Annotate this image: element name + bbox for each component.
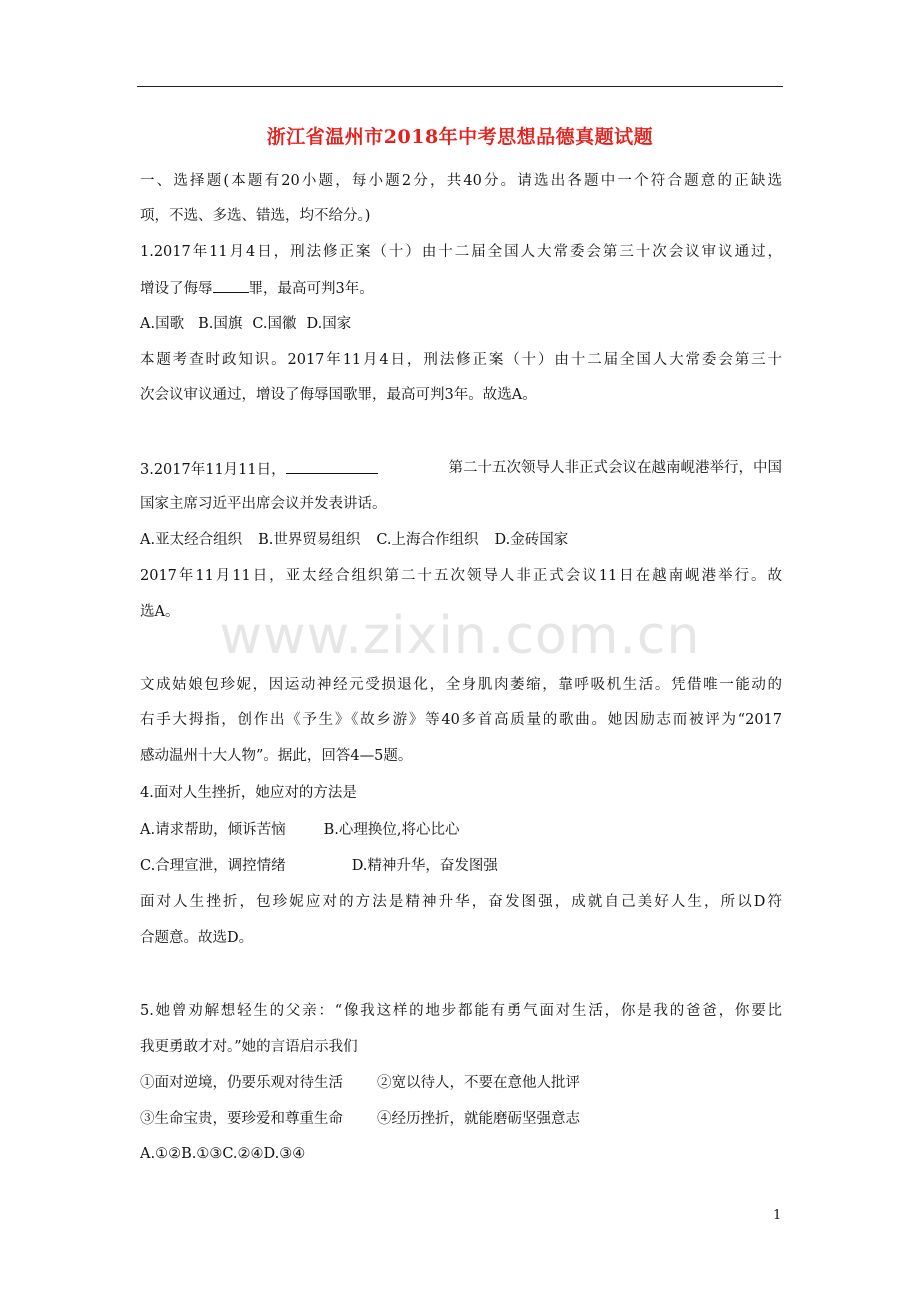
q3-answer-line1: 2017年11月11日，亚太经合组织第二十五次领导人非正式会议11日在越南岘港举行。故 [140, 568, 782, 584]
q5-stem-line1: 5.她曾劝解想轻生的父亲：“像我这样的地步都能有勇气面对生活，你是我的爸爸，你要比 [140, 1003, 782, 1019]
q5-stem-line2: 我更勇敢才对。”她的言语启示我们 [140, 1039, 358, 1055]
q1-option-b: B.国旗 [198, 316, 243, 332]
q4-option-a: A.请求帮助，倾诉苦恼 [140, 822, 286, 838]
document-title: 浙江省温州市2018年中考思想品德真题试题 [266, 126, 654, 148]
q1-stem-line1: 1.2017年11月4日，刑法修正案（十）由十二届全国人大常委会第三十次会议审议通过， [140, 244, 782, 260]
watermark: www.zixin.com.cn [219, 606, 701, 666]
q4-answer-line2: 合题意。故选D。 [140, 930, 254, 946]
q5-item-2: ②宽以待人，不要在意他人批评 [377, 1075, 580, 1091]
q4-option-d: D.精神升华，奋发图强 [351, 858, 498, 874]
q1-option-d: D.国家 [306, 316, 352, 332]
q1-answer-line1: 本题考查时政知识。2017年11月4日，刑法修正案（十）由十二届全国人大常委会第三十 [140, 352, 782, 368]
section-instructions-line1: 一、选择题(本题有20小题，每小题2分，共40分。请选出各题中一个符合题意的正缺选 [140, 173, 782, 189]
q4-stem: 4.面对人生挫折，她应对的方法是 [140, 785, 357, 801]
passage-line3: 感动温州十大人物”。据此，回答4—5题。 [140, 748, 413, 764]
q4-options-row1 [140, 820, 459, 840]
q1-option-a: A.国歌 [140, 316, 185, 332]
q1-option-c: C.国徽 [252, 316, 297, 332]
answer-blank [213, 277, 249, 293]
q1-options [140, 314, 351, 334]
q1-stem-line2 [140, 277, 374, 299]
q3-option-c: C.上海合作组织 [376, 532, 479, 548]
q5-items-row1 [140, 1073, 580, 1093]
q3-options [140, 530, 568, 550]
q5-item-1: ①面对逆境，仍要乐观对待生活 [140, 1075, 343, 1091]
q3-option-a: A.亚太经合组织 [140, 532, 243, 548]
q5-items-row2 [140, 1109, 580, 1129]
q3-stem-line2: 国家主席习近平出席会议并发表讲话。 [140, 496, 387, 512]
passage-line1: 文成姑娘包珍妮，因运动神经元受损退化，全身肌肉萎缩，靠呼吸机生活。凭借唯一能动的 [140, 677, 782, 693]
q3-stem-prefix: 3.2017年11月11日， [140, 462, 286, 478]
q5-options: A.①②B.①③C.②④D.③④ [140, 1146, 306, 1162]
q3-stem-line1 [140, 458, 782, 480]
q4-answer-line1: 面对人生挫折，包珍妮应对的方法是精神升华，奋发图强，成就自己美好人生，所以D符 [140, 894, 782, 910]
section-instructions-line2: 项，不选、多选、错选，均不给分。) [140, 208, 371, 224]
q5-item-3: ③生命宝贵，要珍爱和尊重生命 [140, 1111, 343, 1127]
q4-option-b: B.心理换位,将心比心 [323, 822, 460, 838]
q4-options-row2 [140, 856, 498, 876]
q4-option-c: C.合理宣泄，调控情绪 [140, 858, 286, 874]
header-rule [137, 86, 783, 87]
q1-answer-line2: 次会议审议通过，增设了侮辱国歌罪，最高可判3年。故选A。 [140, 387, 537, 403]
q3-option-d: D.金砖国家 [494, 532, 569, 548]
q1-stem-suffix: 罪，最高可判3年。 [248, 281, 374, 297]
q1-stem-prefix: 增设了侮辱 [140, 281, 213, 297]
q5-item-4: ④经历挫折，就能磨砺坚强意志 [377, 1111, 580, 1127]
answer-blank [286, 458, 378, 474]
page-number: 1 [773, 1208, 782, 1223]
passage-line2: 右手大拇指，创作出《予生》《故乡游》等40多首高质量的歌曲。她因励志而被评为“2017 [140, 712, 782, 728]
q3-stem-suffix: 第二十五次领导人非正式会议在越南岘港举行，中国 [448, 460, 782, 476]
q3-option-b: B.世界贸易组织 [258, 532, 361, 548]
q3-answer-line2: 选A。 [140, 604, 180, 620]
